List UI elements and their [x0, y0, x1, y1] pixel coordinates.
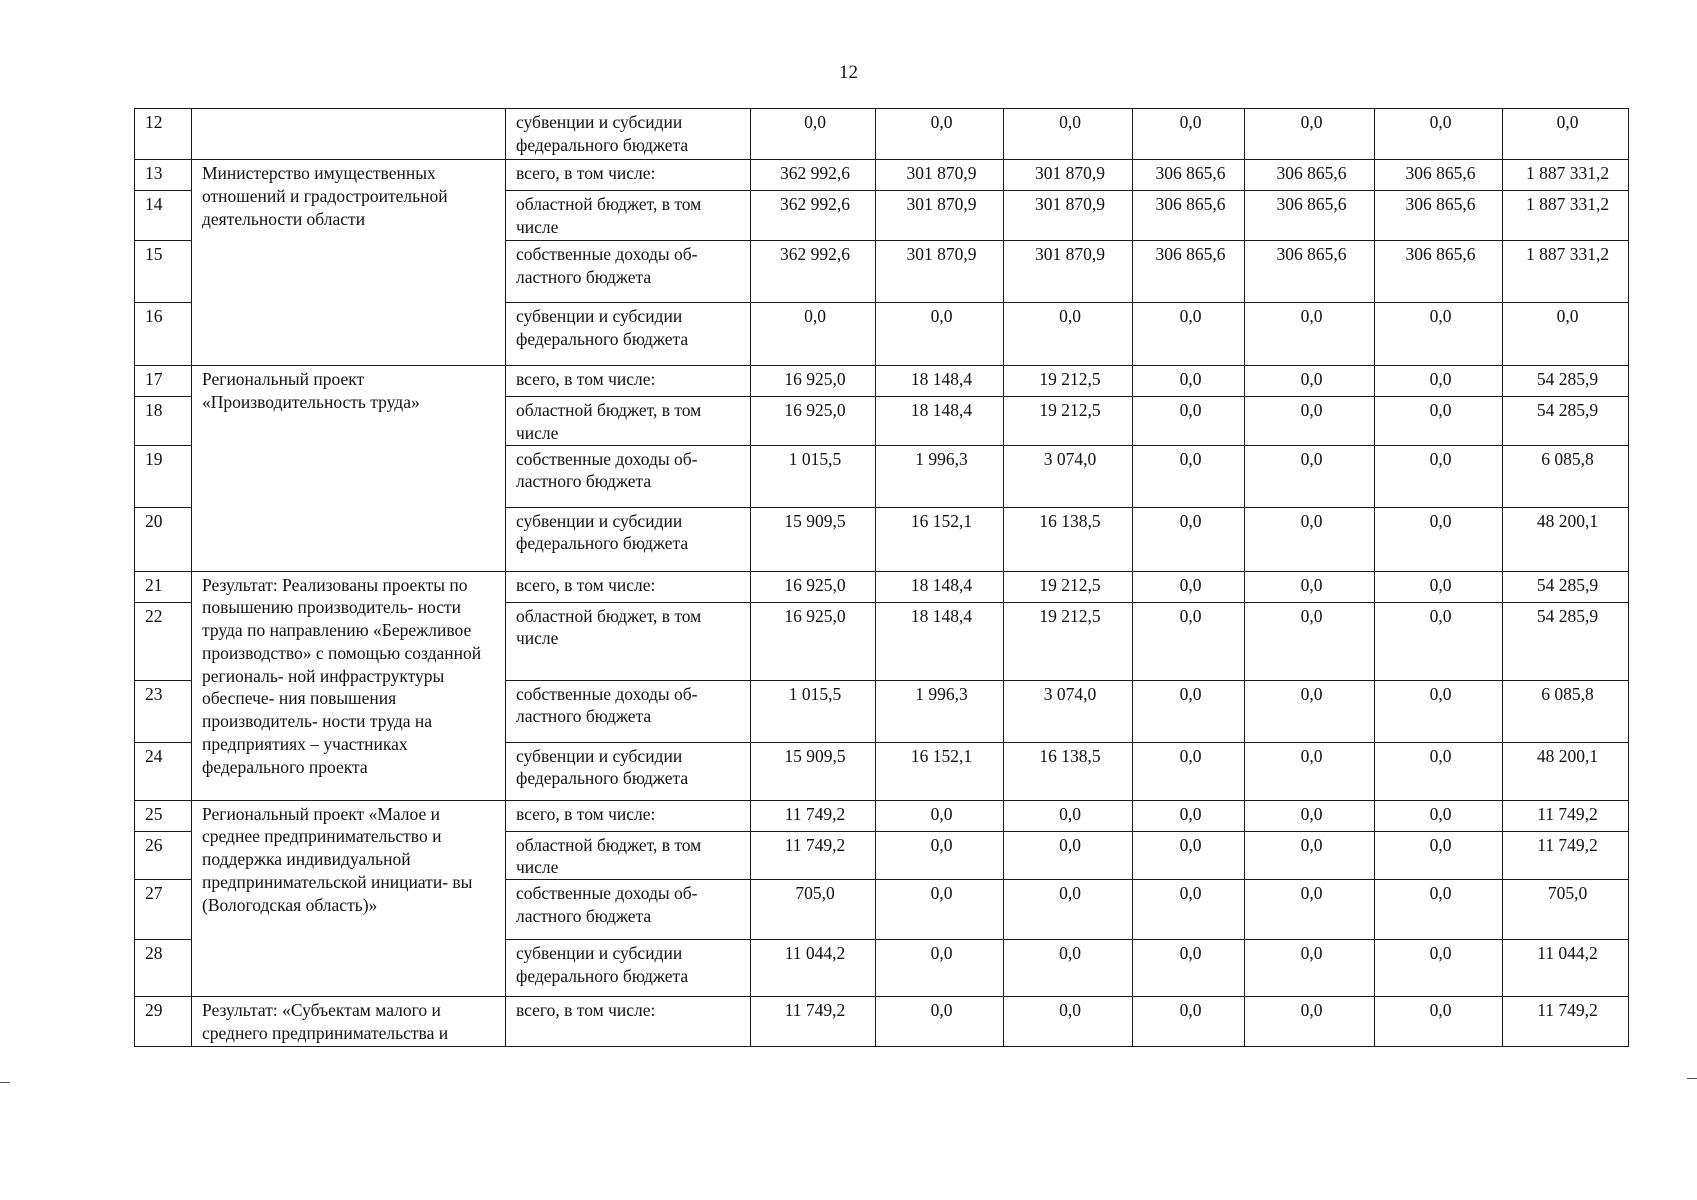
- year-value: 0,0: [1375, 680, 1503, 742]
- row-number: 15: [135, 241, 192, 303]
- row-number: 27: [135, 880, 192, 940]
- year-value: 0,0: [1245, 800, 1375, 831]
- funding-source: субвенции и субсидии федерального бюджета: [506, 742, 751, 800]
- year-value: 0,0: [876, 997, 1004, 1047]
- year-value: 0,0: [1133, 303, 1245, 366]
- total-value: 54 285,9: [1503, 397, 1629, 446]
- year-value: 0,0: [1375, 800, 1503, 831]
- funding-source: областной бюджет, в том числе: [506, 602, 751, 680]
- year-value: 0,0: [1004, 109, 1133, 160]
- program-name: Региональный проект «Производительность труда»: [192, 366, 506, 572]
- year-value: 0,0: [876, 109, 1004, 160]
- table-row: [135, 997, 1629, 1047]
- table-row: [135, 109, 1629, 160]
- total-value: 11 044,2: [1503, 940, 1629, 997]
- funding-source: всего, в том числе:: [506, 997, 751, 1047]
- row-number: 23: [135, 680, 192, 742]
- year-value: 0,0: [1375, 507, 1503, 571]
- year-value: 0,0: [1004, 997, 1133, 1047]
- funding-source: субвенции и субсидии федерального бюджета: [506, 940, 751, 997]
- year-value: 1 996,3: [876, 445, 1004, 507]
- total-value: 48 200,1: [1503, 742, 1629, 800]
- year-value: 0,0: [1133, 742, 1245, 800]
- year-value: 0,0: [1245, 742, 1375, 800]
- year-value: 0,0: [1375, 397, 1503, 446]
- year-value: 18 148,4: [876, 571, 1004, 602]
- year-value: 0,0: [1375, 445, 1503, 507]
- year-value: 1 996,3: [876, 680, 1004, 742]
- year-value: 0,0: [876, 303, 1004, 366]
- year-value: 0,0: [1375, 366, 1503, 397]
- program-name: [192, 109, 506, 160]
- year-value: 0,0: [1004, 940, 1133, 997]
- year-value: 0,0: [1133, 397, 1245, 446]
- funding-source: всего, в том числе:: [506, 366, 751, 397]
- table-row: [135, 571, 1629, 602]
- scan-margin-mark-left: [0, 1082, 10, 1083]
- funding-source: субвенции и субсидии федерального бюджета: [506, 109, 751, 160]
- table-row: [135, 160, 1629, 191]
- row-number: 21: [135, 571, 192, 602]
- year-value: 18 148,4: [876, 602, 1004, 680]
- year-value: 306 865,6: [1133, 191, 1245, 241]
- year-value: 301 870,9: [876, 241, 1004, 303]
- year-value: 0,0: [1375, 602, 1503, 680]
- year-value: 306 865,6: [1133, 160, 1245, 191]
- year-value: 0,0: [1133, 602, 1245, 680]
- total-value: 54 285,9: [1503, 602, 1629, 680]
- program-name: Результат: «Субъектам малого и среднего предпринимательства и: [192, 997, 506, 1047]
- year-value: 0,0: [1133, 800, 1245, 831]
- budget-table-body: [135, 109, 1629, 1047]
- year-value: 0,0: [751, 109, 876, 160]
- funding-source: собственные доходы об- ластного бюджета: [506, 445, 751, 507]
- funding-source: всего, в том числе:: [506, 800, 751, 831]
- year-value: 0,0: [1245, 303, 1375, 366]
- year-value: 301 870,9: [1004, 191, 1133, 241]
- year-value: 16 925,0: [751, 366, 876, 397]
- total-value: 11 749,2: [1503, 831, 1629, 880]
- total-value: 1 887 331,2: [1503, 241, 1629, 303]
- year-value: 0,0: [1133, 445, 1245, 507]
- year-value: 301 870,9: [1004, 241, 1133, 303]
- year-value: 0,0: [1245, 997, 1375, 1047]
- total-value: 6 085,8: [1503, 680, 1629, 742]
- row-number: 17: [135, 366, 192, 397]
- row-number: 16: [135, 303, 192, 366]
- row-number: 14: [135, 191, 192, 241]
- year-value: 0,0: [1375, 109, 1503, 160]
- year-value: 0,0: [751, 303, 876, 366]
- page-number: 12: [839, 62, 858, 83]
- total-value: 0,0: [1503, 303, 1629, 366]
- year-value: 0,0: [1245, 445, 1375, 507]
- year-value: 0,0: [1245, 831, 1375, 880]
- row-number: 19: [135, 445, 192, 507]
- funding-source: собственные доходы об- ластного бюджета: [506, 880, 751, 940]
- year-value: 0,0: [1133, 940, 1245, 997]
- total-value: 705,0: [1503, 880, 1629, 940]
- row-number: 12: [135, 109, 192, 160]
- year-value: 0,0: [1004, 880, 1133, 940]
- year-value: 0,0: [1245, 680, 1375, 742]
- year-value: 362 992,6: [751, 160, 876, 191]
- row-number: 13: [135, 160, 192, 191]
- row-number: 28: [135, 940, 192, 997]
- total-value: 54 285,9: [1503, 571, 1629, 602]
- year-value: 301 870,9: [1004, 160, 1133, 191]
- year-value: 0,0: [1245, 109, 1375, 160]
- year-value: 0,0: [1375, 831, 1503, 880]
- year-value: 306 865,6: [1375, 191, 1503, 241]
- year-value: 0,0: [876, 831, 1004, 880]
- year-value: 16 152,1: [876, 742, 1004, 800]
- row-number: 25: [135, 800, 192, 831]
- year-value: 0,0: [1004, 831, 1133, 880]
- year-value: 16 925,0: [751, 602, 876, 680]
- year-value: 18 148,4: [876, 397, 1004, 446]
- year-value: 705,0: [751, 880, 876, 940]
- year-value: 362 992,6: [751, 241, 876, 303]
- year-value: 0,0: [1375, 940, 1503, 997]
- year-value: 0,0: [1133, 109, 1245, 160]
- funding-source: областной бюджет, в том числе: [506, 397, 751, 446]
- program-name: Региональный проект «Малое и среднее предпринимательство и поддержка индивидуальной предпринимательской инициати- вы (Вологодская область)»: [192, 800, 506, 997]
- funding-source: собственные доходы об- ластного бюджета: [506, 241, 751, 303]
- year-value: 11 749,2: [751, 831, 876, 880]
- year-value: 0,0: [1004, 800, 1133, 831]
- row-number: 24: [135, 742, 192, 800]
- year-value: 0,0: [1133, 680, 1245, 742]
- row-number: 18: [135, 397, 192, 446]
- funding-source: всего, в том числе:: [506, 571, 751, 602]
- row-number: 29: [135, 997, 192, 1047]
- row-number: 22: [135, 602, 192, 680]
- year-value: 0,0: [1245, 507, 1375, 571]
- year-value: 306 865,6: [1245, 160, 1375, 191]
- year-value: 0,0: [1133, 571, 1245, 602]
- total-value: 0,0: [1503, 109, 1629, 160]
- total-value: 1 887 331,2: [1503, 191, 1629, 241]
- program-name: Результат: Реализованы проекты по повышению производитель- ности труда по направлению «Бережливое производство» с помощью созданной региональ- ной инфраструктуры обеспече- ния повышения производитель- ности труда на предприятиях – участниках федерального проекта: [192, 571, 506, 800]
- year-value: 16 138,5: [1004, 742, 1133, 800]
- year-value: 19 212,5: [1004, 571, 1133, 602]
- year-value: 0,0: [876, 880, 1004, 940]
- year-value: 362 992,6: [751, 191, 876, 241]
- year-value: 0,0: [1133, 507, 1245, 571]
- year-value: 19 212,5: [1004, 397, 1133, 446]
- year-value: 0,0: [1133, 366, 1245, 397]
- year-value: 16 152,1: [876, 507, 1004, 571]
- year-value: 301 870,9: [876, 160, 1004, 191]
- scan-margin-mark-right: [1687, 1078, 1697, 1079]
- year-value: 11 044,2: [751, 940, 876, 997]
- year-value: 0,0: [1245, 880, 1375, 940]
- table-row: [135, 800, 1629, 831]
- row-number: 20: [135, 507, 192, 571]
- funding-source: субвенции и субсидии федерального бюджета: [506, 303, 751, 366]
- funding-source: собственные доходы об- ластного бюджета: [506, 680, 751, 742]
- year-value: 306 865,6: [1375, 160, 1503, 191]
- year-value: 0,0: [876, 800, 1004, 831]
- year-value: 15 909,5: [751, 742, 876, 800]
- year-value: 0,0: [1375, 997, 1503, 1047]
- year-value: 0,0: [1133, 831, 1245, 880]
- funding-source: областной бюджет, в том числе: [506, 831, 751, 880]
- row-number: 26: [135, 831, 192, 880]
- year-value: 0,0: [1245, 366, 1375, 397]
- year-value: 1 015,5: [751, 445, 876, 507]
- table-row: [135, 366, 1629, 397]
- year-value: 15 909,5: [751, 507, 876, 571]
- year-value: 19 212,5: [1004, 602, 1133, 680]
- year-value: 0,0: [1375, 742, 1503, 800]
- total-value: 11 749,2: [1503, 800, 1629, 831]
- year-value: 3 074,0: [1004, 445, 1133, 507]
- year-value: 16 138,5: [1004, 507, 1133, 571]
- year-value: 301 870,9: [876, 191, 1004, 241]
- year-value: 0,0: [1245, 940, 1375, 997]
- year-value: 11 749,2: [751, 800, 876, 831]
- year-value: 0,0: [1245, 571, 1375, 602]
- year-value: 0,0: [1133, 997, 1245, 1047]
- total-value: 48 200,1: [1503, 507, 1629, 571]
- year-value: 306 865,6: [1133, 241, 1245, 303]
- budget-table: [134, 108, 1629, 1047]
- year-value: 19 212,5: [1004, 366, 1133, 397]
- year-value: 3 074,0: [1004, 680, 1133, 742]
- year-value: 0,0: [1375, 571, 1503, 602]
- year-value: 16 925,0: [751, 571, 876, 602]
- year-value: 0,0: [1004, 303, 1133, 366]
- funding-source: областной бюджет, в том числе: [506, 191, 751, 241]
- year-value: 0,0: [1375, 303, 1503, 366]
- total-value: 11 749,2: [1503, 997, 1629, 1047]
- funding-source: субвенции и субсидии федерального бюджета: [506, 507, 751, 571]
- total-value: 6 085,8: [1503, 445, 1629, 507]
- year-value: 306 865,6: [1375, 241, 1503, 303]
- total-value: 1 887 331,2: [1503, 160, 1629, 191]
- year-value: 16 925,0: [751, 397, 876, 446]
- year-value: 1 015,5: [751, 680, 876, 742]
- funding-source: всего, в том числе:: [506, 160, 751, 191]
- year-value: 0,0: [1245, 602, 1375, 680]
- year-value: 0,0: [1245, 397, 1375, 446]
- year-value: 11 749,2: [751, 997, 876, 1047]
- total-value: 54 285,9: [1503, 366, 1629, 397]
- year-value: 0,0: [1133, 880, 1245, 940]
- year-value: 0,0: [876, 940, 1004, 997]
- program-name: Министерство имущественных отношений и градостроительной деятельности области: [192, 160, 506, 366]
- year-value: 0,0: [1375, 880, 1503, 940]
- year-value: 18 148,4: [876, 366, 1004, 397]
- year-value: 306 865,6: [1245, 191, 1375, 241]
- year-value: 306 865,6: [1245, 241, 1375, 303]
